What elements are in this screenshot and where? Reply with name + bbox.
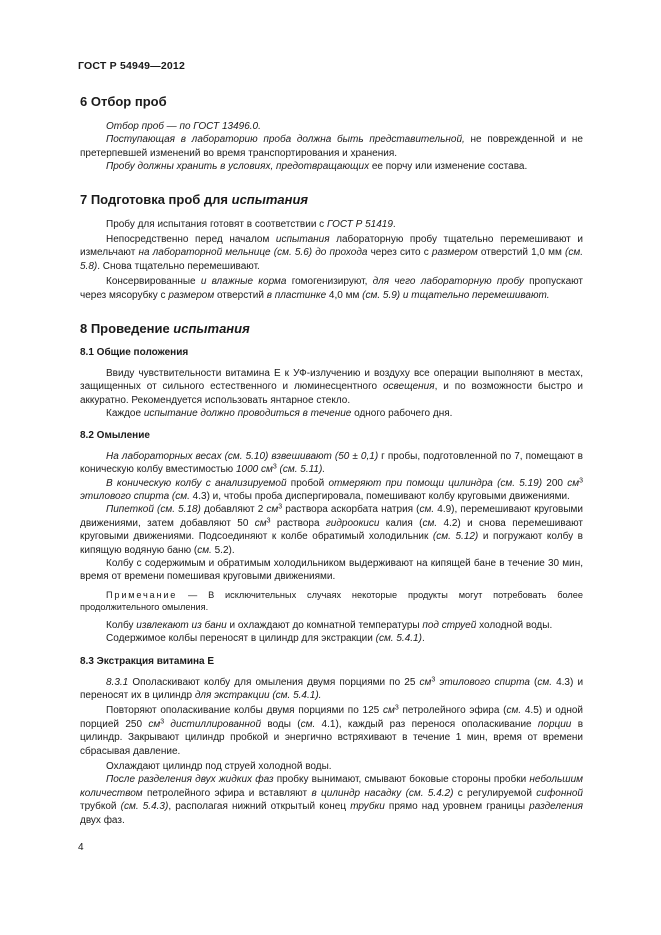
subsection-8-2-paragraph: На лабораторных весах (см. 5.10) взвешивают (50 ± 0,1) г пробы, подготовленной по 7, помещают в коническую колбу вместимостью 1000 $см^3$ (см. 5.11). (80, 450, 583, 476)
section-7-paragraph: Пробу для испытания готовят в соответствии с ГОСТ Р 51419. (106, 218, 396, 230)
section-7-paragraph: Непосредственно перед началом испытания лабораторную пробу тщательно перемешивают и измельчают на лабораторной мельнице (см. 5.6) до прохода через сито с размером отверстий 1,0 мм (см. 5.8). Снова тщательно перемешивают. (80, 234, 584, 272)
subsection-8-3-title: 8.3 Экстракция витамина Е (80, 655, 215, 667)
subsection-8-1-paragraph: Каждое испытание должно проводиться в течение одного рабочего дня. (106, 408, 453, 420)
subsection-8-3-paragraph: 8.3.1 Ополаскивают колбу для омыления двумя порциями по 25 $см^3$ этилового спирта (см. 4.3) и переносят их в цилиндр для экстракции (см. 5.4.1). (80, 676, 584, 701)
subsection-8-2-title: 8.2 Омыление (80, 429, 150, 441)
section-7-paragraph: Консервированные и влажные корма гомогенизируют, для чего лабораторную пробу пропускают через мясорубку с размером отверстий в пластинке 4,0 мм (см. 5.9) и тщательно перемешивают. (80, 276, 583, 301)
subsection-8-3-paragraph: Повторяют ополаскивание колбы двумя порциями по 125 $см^3$ петролейного эфира (см. 4.5) и одной порцией 250 $см^3$ дистиллированной воды (см. 4.1), каждый раз перенося ополаскивание порции в цилиндр. Закрывают цилиндр пробкой и энергично встряхивают в течение 1 мин, время от времени сбрасывая давление. (80, 704, 584, 757)
subsection-8-2-paragraph: Колбу извлекают из бани и охлаждают до комнатной температуры под струей холодной воды. (106, 619, 553, 631)
subsection-8-2-paragraph: В коническую колбу с анализируемой пробой отмеряют при помощи цилиндра (см. 5.19) 200 $см^3$ этилового спирта (см. 4.3) и, чтобы проба диспергировала, помешивают колбу круговыми движениями. (80, 477, 583, 502)
subsection-8-2-paragraph: Колбу с содержимым и обратимым холодильником выдерживают на кипящей бане в течение 30 мин, время от времени помешивая круговыми движениями. (80, 557, 583, 583)
section-6-paragraph: Отбор проб — по ГОСТ 13496.0. (106, 121, 261, 132)
section-6-title: 6 Отбор проб (80, 94, 167, 109)
section-7-title: 7 Подготовка проб для испытания (80, 191, 309, 207)
subsection-8-1-paragraph: Ввиду чувствительности витамина Е к УФ-излучению и воздуху все операции выполняют в местах, защищенных от сильного естественного и люминесцентного освещения, и по возможности быстро и аккуратно. Рекомендуется использовать янтарное стекло. (80, 368, 584, 406)
page-number: 4 (78, 842, 84, 853)
subsection-8-2-paragraph: Пипеткой (см. 5.18) добавляют 2 $см^3$ раствора аскорбата натрия (см. 4.9), перемешивают круговыми движениями, затем добавляют 50 $см^3$ раствора гидроокиси калия (см. 4.2) и снова перемешивают круговыми движениями. Подсоединяют к колбе обратимый холодильник (см. 5.12) и погружают колбу в кипящую водяную баню (см. 5.2). (80, 503, 583, 556)
subsection-8-2-paragraph: Содержимое колбы переносят в цилиндр для экстракции (см. 5.4.1). (106, 633, 425, 645)
section-6-paragraph: Пробу должны хранить в условиях, предотвращающих ее порчу или изменение состава. (106, 161, 528, 173)
subsection-8-3-paragraph: После разделения двух жидких фаз пробку вынимают, смывают боковые стороны пробки небольшим количеством петролейного эфира и вставляют в цилиндр насадку (см. 5.4.2) с регулируемой сифонной трубкой (см. 5.4.3), располагая нижний открытый конец трубки прямо над уровнем границы разделения двух фаз. (80, 774, 584, 826)
section-8-title: 8 Проведение испытания (80, 321, 250, 337)
note-paragraph: Примечание — В исключительных случаях некоторые продукты могут потребовать более продолжительного омыления. (80, 589, 583, 613)
document-code-header: ГОСТ Р 54949—2012 (78, 60, 186, 72)
subsection-8-1-title: 8.1 Общие положения (80, 347, 189, 359)
section-6-paragraph: Поступающая в лабораторию проба должна быть представительной, не поврежденной и не претерпевшей изменений во время транспортирования и хранения. (80, 134, 583, 159)
subsection-8-3-paragraph: Охлаждают цилиндр под струей холодной воды. (106, 761, 332, 772)
document-body (80, 94, 583, 827)
